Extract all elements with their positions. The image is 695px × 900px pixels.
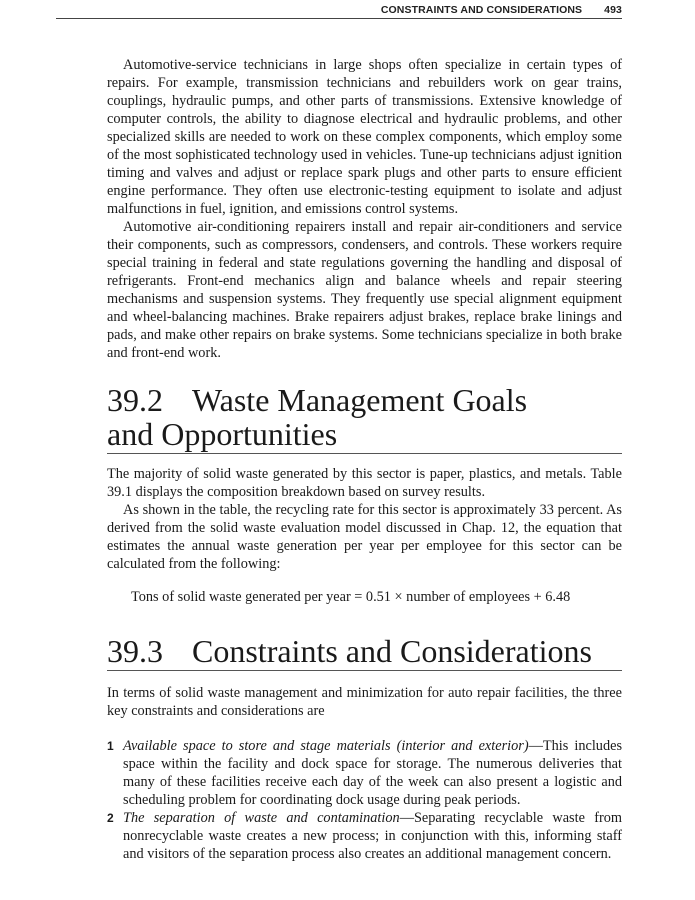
numbered-list — [107, 737, 622, 863]
running-head-title: CONSTRAINTS AND CONSIDERATIONS — [380, 4, 583, 16]
paragraph: In terms of solid waste management and minimization for auto repair facilities, the three key constraints and considerations are — [107, 685, 622, 719]
section-number: 39.2 — [107, 382, 163, 418]
list-item-text: —This includes space within the facility and dock space for storage. The numerous deliveries that many of these facilities receive each day of the week can also present a logistic and scheduling problem for coordinating dock usage during peak periods. — [123, 738, 623, 808]
section-title-line1: Waste Management Goals — [192, 382, 528, 418]
equation: Tons of solid waste generated per year = 0.51 × number of employees + 6.48 — [131, 589, 571, 605]
section-number: 39.3 — [107, 633, 163, 669]
paragraph: As shown in the table, the recycling rate for this sector is approximately 33 percent. As derived from the solid waste evaluation model discussed in Chap. 12, the equation that estimates the annual waste generation per year per employee for this sector can be calculated from the following: — [107, 502, 622, 572]
list-item-term: Available space to store and stage materials (interior and exterior) — [123, 738, 529, 754]
section-39-2-text — [107, 465, 622, 573]
section-heading-39-2 — [107, 383, 622, 454]
list-item — [107, 809, 622, 863]
section-title: Constraints and Considerations — [192, 633, 592, 669]
list-item-term: The separation of waste and contamination — [123, 810, 400, 826]
list-item — [107, 737, 622, 809]
list-item-text: —Separating recyclable waste from nonrecyclable waste creates a new process; in conjunction with this, informing staff and visitors of the separation process also creates an additional management concern. — [123, 810, 622, 862]
running-head — [56, 3, 622, 19]
intro-text-block — [107, 56, 622, 362]
section-heading-39-3 — [107, 634, 622, 671]
paragraph: The majority of solid waste generated by this sector is paper, plastics, and metals. Table 39.1 displays the composition breakdown based on survey results. — [107, 466, 622, 500]
list-item-number: 1 — [107, 739, 114, 753]
section-39-3-intro — [107, 684, 622, 720]
paragraph: Automotive-service technicians in large shops often specialize in certain types of repairs. For example, transmission technicians and rebuilders work on gear trains, couplings, hydraulic pumps, and other parts of transmissions. Extensive knowledge of computer controls, the ability to diagnose electrical and hydraulic problems, and other specialized skills are needed to work on these complex components, which employ some of the most sophisticated technology used in vehicles. Tune-up technicians adjust ignition timing and valves and adjust or replace spark plugs and other parts to ensure efficient engine performance. They often use electronic-testing equipment to isolate and adjust malfunctions in fuel, ignition, and emissions control systems. — [107, 57, 622, 217]
page-number: 493 — [604, 4, 622, 16]
list-item-number: 2 — [107, 811, 114, 825]
paragraph: Automotive air-conditioning repairers install and repair air-conditioners and service their components, such as compressors, condensers, and controls. These workers require special training in federal and state regulations governing the handling and disposal of refrigerants. Front-end mechanics align and balance wheels and repair steering mechanisms and suspension systems. They frequently use special alignment equipment and wheel-balancing machines. Brake repairers adjust brakes, replace brake linings and pads, and make other repairs on brake systems. Some technicians specialize in both brake and front-end work. — [107, 219, 622, 361]
section-title-line2: and Opportunities — [107, 416, 338, 452]
